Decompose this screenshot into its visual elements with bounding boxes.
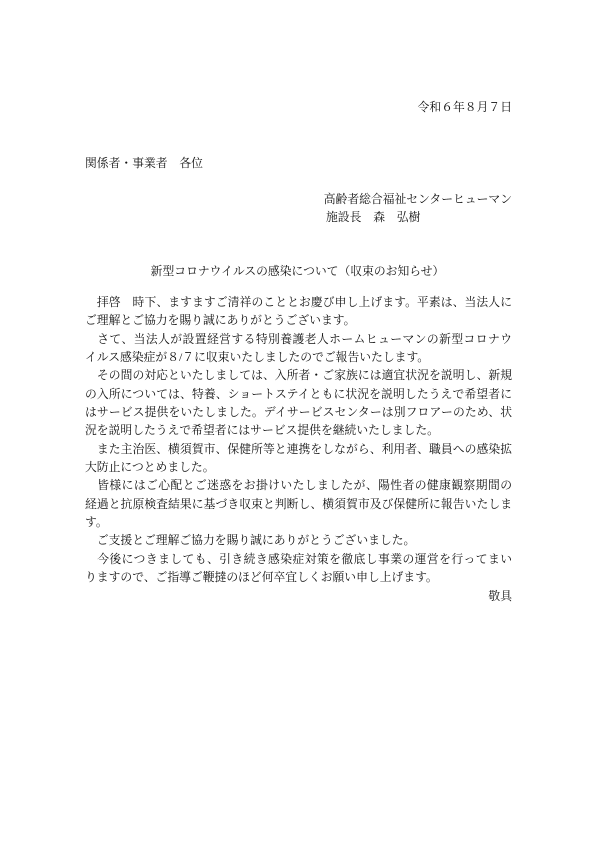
body-line: 拝啓 時下、ますますご清祥のこととお慶び申し上げます。平素は、当法人に (85, 295, 512, 309)
body-paragraph (85, 476, 512, 531)
body-line: の入所については、特養、ショートステイともに状況を説明したうえで希望者に (85, 386, 512, 401)
body-paragraphs (85, 293, 512, 587)
body-line: 大防止につとめました。 (85, 460, 215, 475)
body-line: 今後につきましても、引き続き感染症対策を徹底し事業の運営を行ってまい (85, 551, 512, 566)
letter-body (85, 293, 512, 605)
body-line: ご理解とご協力を賜り誠にありがとうございます。 (85, 313, 356, 328)
body-line: また主治医、横須賀市、保健所等と連携をしながら、利用者、職員への感染拡 (85, 441, 512, 456)
addressee: 関係者・事業者 各位 (85, 156, 203, 170)
body-line: 経過と抗原検査結果に基づき収束と判断し、横須賀市及び保健所に報告いたしま (85, 496, 512, 511)
body-paragraph (85, 550, 512, 587)
body-line: はサービス提供をいたしました。デイサービスセンターは別フロアーのため、状 (85, 405, 512, 420)
closing-word: 敬具 (488, 588, 512, 603)
body-line: さて、当法人が設置経営する特別養護老人ホームヒューマンの新型コロナウ (85, 331, 512, 346)
body-paragraph (85, 440, 512, 477)
body-paragraph (85, 330, 512, 367)
body-line: す。 (85, 515, 108, 530)
body-line: ご支援とご理解ご協力を賜り誠にありがとうございました。 (85, 533, 416, 548)
body-paragraph (85, 293, 512, 330)
body-line: りますので、ご指導ご鞭撻のほど何卒宜しくお願い申し上げます。 (85, 570, 438, 585)
body-line: その間の対応といたしましては、入所者・ご家族には適宜状況を説明し、新規 (85, 368, 512, 383)
body-line: 皆様にはご心配とご迷惑をお掛けいたしましたが、陽性者の健康観察期間の (85, 478, 512, 493)
body-paragraph (85, 366, 512, 439)
sender-name: 施設長 森 弘樹 (326, 210, 421, 224)
letter-date: 令和６年８月７日 (417, 100, 512, 114)
body-line: 況を説明したうえで希望者にはサービス提供を継続いたしました。 (85, 423, 439, 438)
body-line: イルス感染症が８/７に収束いたしましたのでご報告いたします。 (85, 350, 430, 365)
letter-title: 新型コロナウイルスの感染について（収束のお知らせ） (150, 264, 445, 278)
sender-organization: 高齢者総合福祉センターヒューマン (323, 192, 512, 206)
body-paragraph (85, 531, 512, 549)
